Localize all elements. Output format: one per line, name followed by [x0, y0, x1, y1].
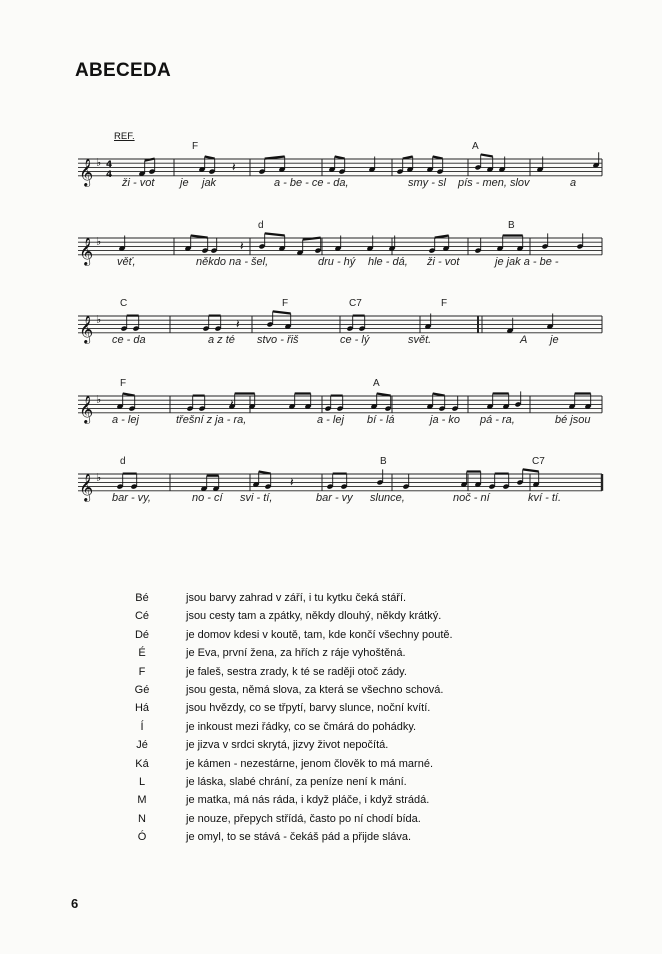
verse-row	[133, 644, 613, 662]
verse-row	[133, 736, 613, 754]
lyric-syllables: a z té	[208, 334, 235, 346]
chord-symbol: B	[508, 220, 515, 231]
rest-icon: 𝄽	[236, 317, 240, 331]
song-title: ABECEDA	[75, 60, 172, 81]
lyric-syllables: je	[550, 334, 559, 346]
note-beam	[259, 472, 271, 474]
verse-text: je jizva v srdci skrytá, jizvy život nepočítá.	[186, 739, 389, 752]
treble-clef-icon: 𝄞	[79, 157, 94, 186]
note-beam	[265, 233, 285, 235]
verse-text: jsou gesta, němá slova, za která se všechno schová.	[186, 684, 444, 697]
flat-icon: ♭	[96, 156, 102, 169]
lyric-syllables: kví - tí.	[528, 492, 561, 504]
lyric-syllables: ži - vot	[427, 256, 460, 268]
verse-letter: Há	[134, 702, 150, 715]
lyric-syllables: svi - tí,	[240, 492, 273, 504]
time-signature-icon: 4	[106, 160, 113, 170]
verse-row	[133, 663, 613, 681]
verse-letter: É	[138, 647, 146, 660]
verse-letter: Dé	[134, 628, 150, 641]
lyric-syllables: bar - vy,	[112, 492, 151, 504]
verse-letter: N	[138, 812, 146, 825]
verse-text: je omyl, to se stává - čekáš pád a přijde sláva.	[186, 831, 411, 844]
lyric-syllables: jak	[202, 177, 217, 189]
verse-text: jsou barvy zahrad v září, i tu kytku čeká stáří.	[186, 592, 407, 604]
verse-letter: F	[138, 665, 146, 678]
chord-symbol: C	[120, 298, 128, 309]
note-beam	[123, 394, 135, 396]
verse-row	[133, 810, 613, 828]
page-number: 6	[71, 896, 79, 911]
note-beam	[335, 157, 345, 159]
lyric-syllables: no - cí	[192, 492, 223, 504]
lyric-syllables: věť,	[117, 256, 136, 268]
verse-text: je inkoust mezi řádky, co se čmárá do pohádky.	[186, 720, 417, 733]
lyric-syllables: a - lej	[112, 414, 139, 426]
verse-list	[133, 589, 613, 847]
treble-clef-icon: 𝄞	[79, 472, 94, 501]
chord-symbol: F	[282, 298, 289, 309]
verse-row	[133, 681, 613, 699]
lyric-syllables: ce - da	[112, 334, 146, 346]
verse-letter: Í	[140, 720, 144, 733]
verse-row	[133, 626, 613, 644]
verse-text: je nouze, přepych střídá, často po ní chodí bída.	[186, 812, 421, 825]
lyric-syllables: a - be - ce - da,	[274, 177, 349, 189]
note-beam	[273, 311, 291, 313]
lyric-syllables: ja - ko	[430, 414, 460, 426]
lyric-syllables: bí - lá	[367, 414, 395, 426]
note-beam	[481, 154, 493, 156]
verse-letter: Jé	[136, 739, 148, 752]
lyric-syllables: A	[520, 334, 528, 346]
flat-icon: ♭	[96, 471, 102, 484]
chord-symbol: A	[373, 378, 380, 389]
staff-system	[78, 220, 602, 268]
rest-icon: 𝄽	[290, 475, 294, 489]
verse-letter: Ká	[135, 757, 149, 770]
flat-icon: ♭	[96, 393, 102, 406]
verse-text: je matka, má nás ráda, i když pláče, i když strádá.	[186, 794, 430, 807]
verse-text: je domov kdesi v koutě, tam, kde končí všechny poutě.	[186, 628, 453, 641]
rest-icon: 𝄽	[230, 397, 234, 411]
verse-text: jsou hvězdy, co se třpytí, barvy slunce, noční kvítí.	[186, 702, 431, 715]
verse-letter: Ó	[137, 831, 147, 844]
flat-icon: ♭	[96, 235, 102, 248]
verse-row	[133, 773, 613, 791]
verse-text: je láska, slabé chrání, za peníze není k mání.	[186, 776, 407, 789]
chord-symbol: F	[441, 298, 448, 309]
chord-symbol: d	[120, 456, 126, 467]
verse-letter: Cé	[134, 610, 150, 623]
lyric-syllables: pís - men, slov	[458, 177, 530, 189]
verse-row	[133, 589, 613, 607]
chord-symbol: d	[258, 220, 264, 231]
lyric-syllables: třešní z ja - ra,	[176, 414, 247, 426]
lyric-syllables: svět.	[408, 334, 432, 346]
verse-text: je kámen - nezestárne, jenom člověk to má marné.	[186, 757, 434, 770]
staff-system	[78, 456, 602, 504]
treble-clef-icon: 𝄞	[79, 314, 94, 343]
lyric-syllables: smy - sl	[408, 177, 446, 189]
lyric-syllables: bé jsou	[555, 414, 591, 426]
chord-symbol: F	[120, 378, 127, 389]
note-beam	[265, 157, 285, 159]
note-beam	[523, 469, 539, 471]
rest-icon: 𝄽	[232, 160, 236, 174]
note-beam	[433, 157, 443, 159]
lyric-syllables: je	[180, 177, 189, 189]
note-beam	[205, 157, 215, 159]
flat-icon: ♭	[96, 313, 102, 326]
note-beam	[377, 394, 391, 396]
lyric-syllables: dru - hý	[318, 256, 356, 268]
sheet-music	[0, 125, 662, 545]
verse-row	[133, 718, 613, 736]
lyric-syllables: noč - ní	[453, 492, 490, 504]
lyric-syllables: stvo - řiš	[257, 334, 299, 346]
lyric-syllables: a	[570, 177, 577, 189]
chord-symbol: B	[380, 456, 387, 467]
verse-row	[133, 828, 613, 846]
lyric-syllables: někdo na - šel,	[196, 256, 269, 268]
lyric-syllables: bar - vy	[316, 492, 353, 504]
lyric-syllables: ce - lý	[340, 334, 370, 346]
verse-text: jsou cesty tam a zpátky, někdy dlouhý, někdy krátký.	[186, 610, 442, 623]
verse-letter: Gé	[134, 684, 150, 697]
staff-system	[78, 141, 602, 189]
lyric-syllables: a - lej	[317, 414, 344, 426]
verse-row	[133, 607, 613, 625]
lyric-syllables: pá - ra,	[480, 414, 515, 426]
lyric-syllables: je jak a - be -	[495, 256, 559, 268]
staff-system	[78, 378, 602, 426]
note-beam	[433, 394, 445, 396]
note-beam	[435, 236, 449, 238]
refrain-label: REF.	[114, 131, 135, 142]
verse-text: je Eva, první žena, za hřích z ráje vyhoštěná.	[186, 647, 406, 660]
lyric-syllables: hle - dá,	[368, 256, 408, 268]
verse-row	[133, 755, 613, 773]
chord-symbol: C7	[532, 456, 545, 467]
chord-symbol: C7	[349, 298, 362, 309]
rest-icon: 𝄽	[240, 239, 244, 253]
treble-clef-icon: 𝄞	[79, 394, 94, 423]
note-beam	[403, 157, 413, 159]
verse-letter: L	[138, 776, 146, 789]
verse-letter: Bé	[135, 592, 149, 604]
chord-symbol: A	[472, 141, 479, 152]
verse-text: je faleš, sestra zrady, k té se raději otoč zády.	[186, 665, 407, 678]
lyric-syllables: slunce,	[370, 492, 405, 504]
staff-system	[78, 298, 602, 346]
verse-letter: M	[137, 794, 147, 807]
lyric-syllables: ži - vot	[122, 177, 155, 189]
chord-symbol: F	[192, 141, 199, 152]
verse-row	[133, 791, 613, 809]
verse-row	[133, 699, 613, 717]
treble-clef-icon: 𝄞	[79, 236, 94, 265]
note-beam	[191, 236, 208, 238]
time-signature-icon: 4	[106, 169, 113, 180]
